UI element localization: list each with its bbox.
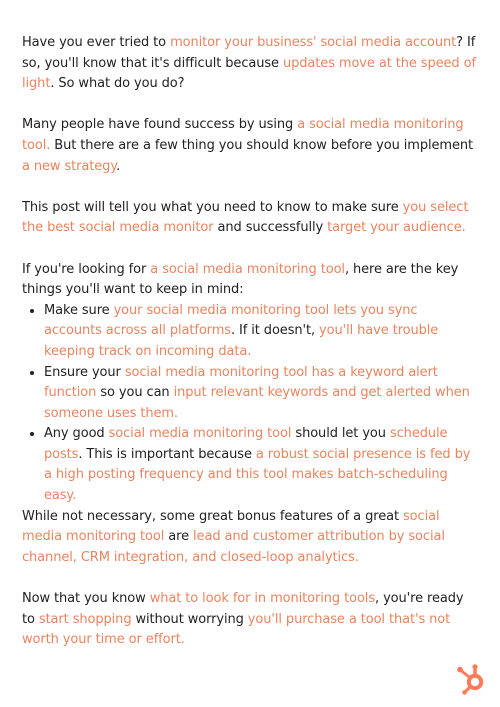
text-run: , you're ready to — [22, 591, 464, 627]
highlighted-phrase: a new strategy — [22, 158, 117, 174]
bonus-features-paragraph — [22, 507, 478, 569]
text-run: . So what do you do? — [50, 76, 185, 92]
highlighted-phrase: target your audience. — [327, 220, 466, 236]
highlighted-phrase: social media monitoring tool — [22, 508, 440, 545]
highlighted-phrase: what to look for in monitoring tools — [149, 591, 375, 607]
document-body — [22, 33, 478, 651]
highlighted-phrase: you select the best social media monitor — [22, 199, 469, 236]
highlighted-phrase: schedule posts — [44, 426, 448, 462]
highlighted-phrase: updates move at the speed of light — [22, 55, 476, 92]
text-run: Have you ever tried to — [22, 35, 171, 50]
success-paragraph — [22, 115, 478, 177]
highlighted-phrase: a social media monitoring tool — [150, 261, 345, 277]
text-run: . This is important because — [78, 446, 256, 462]
text-run: Ensure your — [44, 364, 125, 380]
highlighted-phrase: start shopping — [38, 611, 132, 627]
highlighted-phrase: your social media monitoring tool lets you sync accounts across all platforms — [44, 302, 418, 339]
highlighted-phrase: social media monitoring tool — [108, 426, 292, 442]
highlighted-phrase: lead and customer attribution by social channel, CRM integration, and closed-loop analytics. — [22, 529, 445, 565]
list-item — [44, 363, 478, 425]
text-run: While not necessary, some great bonus features of a great — [22, 508, 403, 524]
text-run: without worrying — [131, 611, 248, 627]
text-run: Many people have found success by using — [22, 117, 298, 133]
highlighted-phrase: a social media monitoring tool. — [22, 117, 464, 153]
intro-paragraph — [22, 33, 478, 95]
highlighted-phrase: monitor your business' social media account — [170, 35, 457, 50]
text-run: , here are the key things you'll want to keep in mind: — [22, 261, 459, 298]
highlighted-phrase: you'll have trouble keeping track on incoming data. — [44, 323, 439, 359]
text-run: Make sure — [44, 302, 114, 318]
text-run: This post will tell you what you need to know to make sure — [22, 199, 403, 215]
text-run: If you're looking for — [22, 261, 151, 277]
highlighted-phrase: a robust social presence is fed by a high posting frequency and this tool makes batch-scheduling easy. — [44, 446, 471, 504]
text-run: are — [164, 529, 194, 545]
hubspot-sprocket-icon — [452, 660, 490, 698]
highlighted-phrase: input relevant keywords and get alerted when someone uses them. — [44, 385, 470, 421]
list-item — [44, 424, 478, 506]
conclusion-paragraph — [22, 589, 478, 651]
highlighted-phrase: you'll purchase a tool that's not worth your time or effort. — [22, 611, 451, 648]
text-run: Now that you know — [22, 591, 150, 607]
text-run: Any good — [44, 426, 109, 442]
text-run: . If it doesn't, — [230, 323, 320, 339]
text-run: and successfully — [213, 220, 328, 236]
text-run: . — [116, 158, 121, 174]
text-run: But there are a few thing you should know before you implement — [50, 137, 473, 153]
text-run: so you can — [96, 385, 174, 401]
text-run: ? If so, you'll know that it's difficult because — [22, 35, 476, 71]
post-purpose-paragraph — [22, 198, 478, 239]
feature-list — [22, 301, 478, 507]
highlighted-phrase: social media monitoring tool has a keyword alert function — [44, 364, 438, 401]
key-things-paragraph — [22, 260, 478, 301]
list-item — [44, 301, 478, 363]
text-run: should let you — [291, 426, 390, 442]
